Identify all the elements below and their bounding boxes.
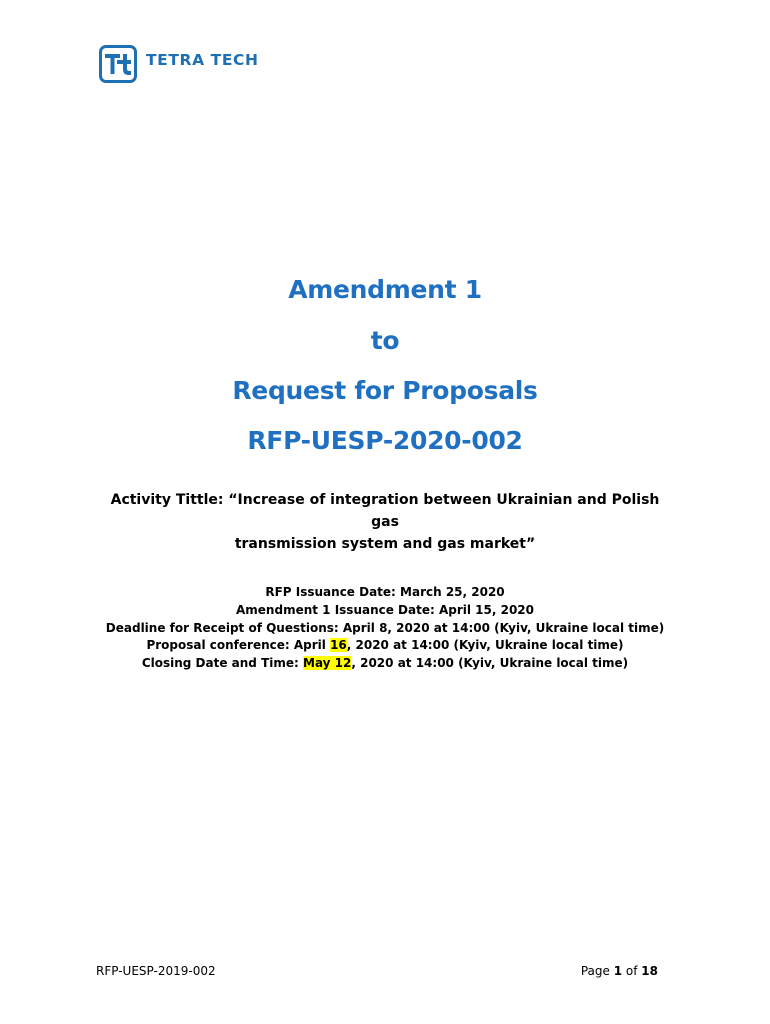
- title-rfp-number: RFP-UESP-2020-002: [247, 426, 523, 455]
- questions-deadline: Deadline for Receipt of Questions: April 8, 2020 at 14:00 (Kyiv, Ukraine local time): [105, 620, 665, 635]
- activity-title-line-1: Activity Tittle: “Increase of integration between Ukrainian and Polish gas: [110, 492, 660, 530]
- brand-name: TETRA TECH: [146, 51, 259, 69]
- title-request-for-proposals: Request for Proposals: [232, 376, 538, 405]
- footer-page-number: Page 1 of 18: [580, 964, 658, 978]
- tt-monogram-icon: [99, 45, 137, 83]
- amendment-issuance-date: Amendment 1 Issuance Date: April 15, 2020: [236, 602, 534, 617]
- highlight-conference-day: 16: [330, 638, 347, 653]
- activity-title-line-2: transmission system and gas market”: [234, 536, 536, 552]
- company-logo: [99, 43, 259, 85]
- highlight-closing-date: May 12: [303, 656, 352, 671]
- key-dates: [0, 584, 770, 673]
- footer-doc-id: RFP-UESP-2019-002: [96, 964, 216, 978]
- title-amendment: Amendment 1: [288, 275, 482, 304]
- closing-date: Closing Date and Time: May 12, 2020 at 14:00 (Kyiv, Ukraine local time): [141, 656, 629, 671]
- activity-title: [95, 489, 675, 555]
- proposal-conference: Proposal conference: April 16, 2020 at 14:00 (Kyiv, Ukraine local time): [146, 638, 624, 653]
- title-to: to: [370, 326, 400, 355]
- rfp-issuance-date: RFP Issuance Date: March 25, 2020: [265, 585, 505, 599]
